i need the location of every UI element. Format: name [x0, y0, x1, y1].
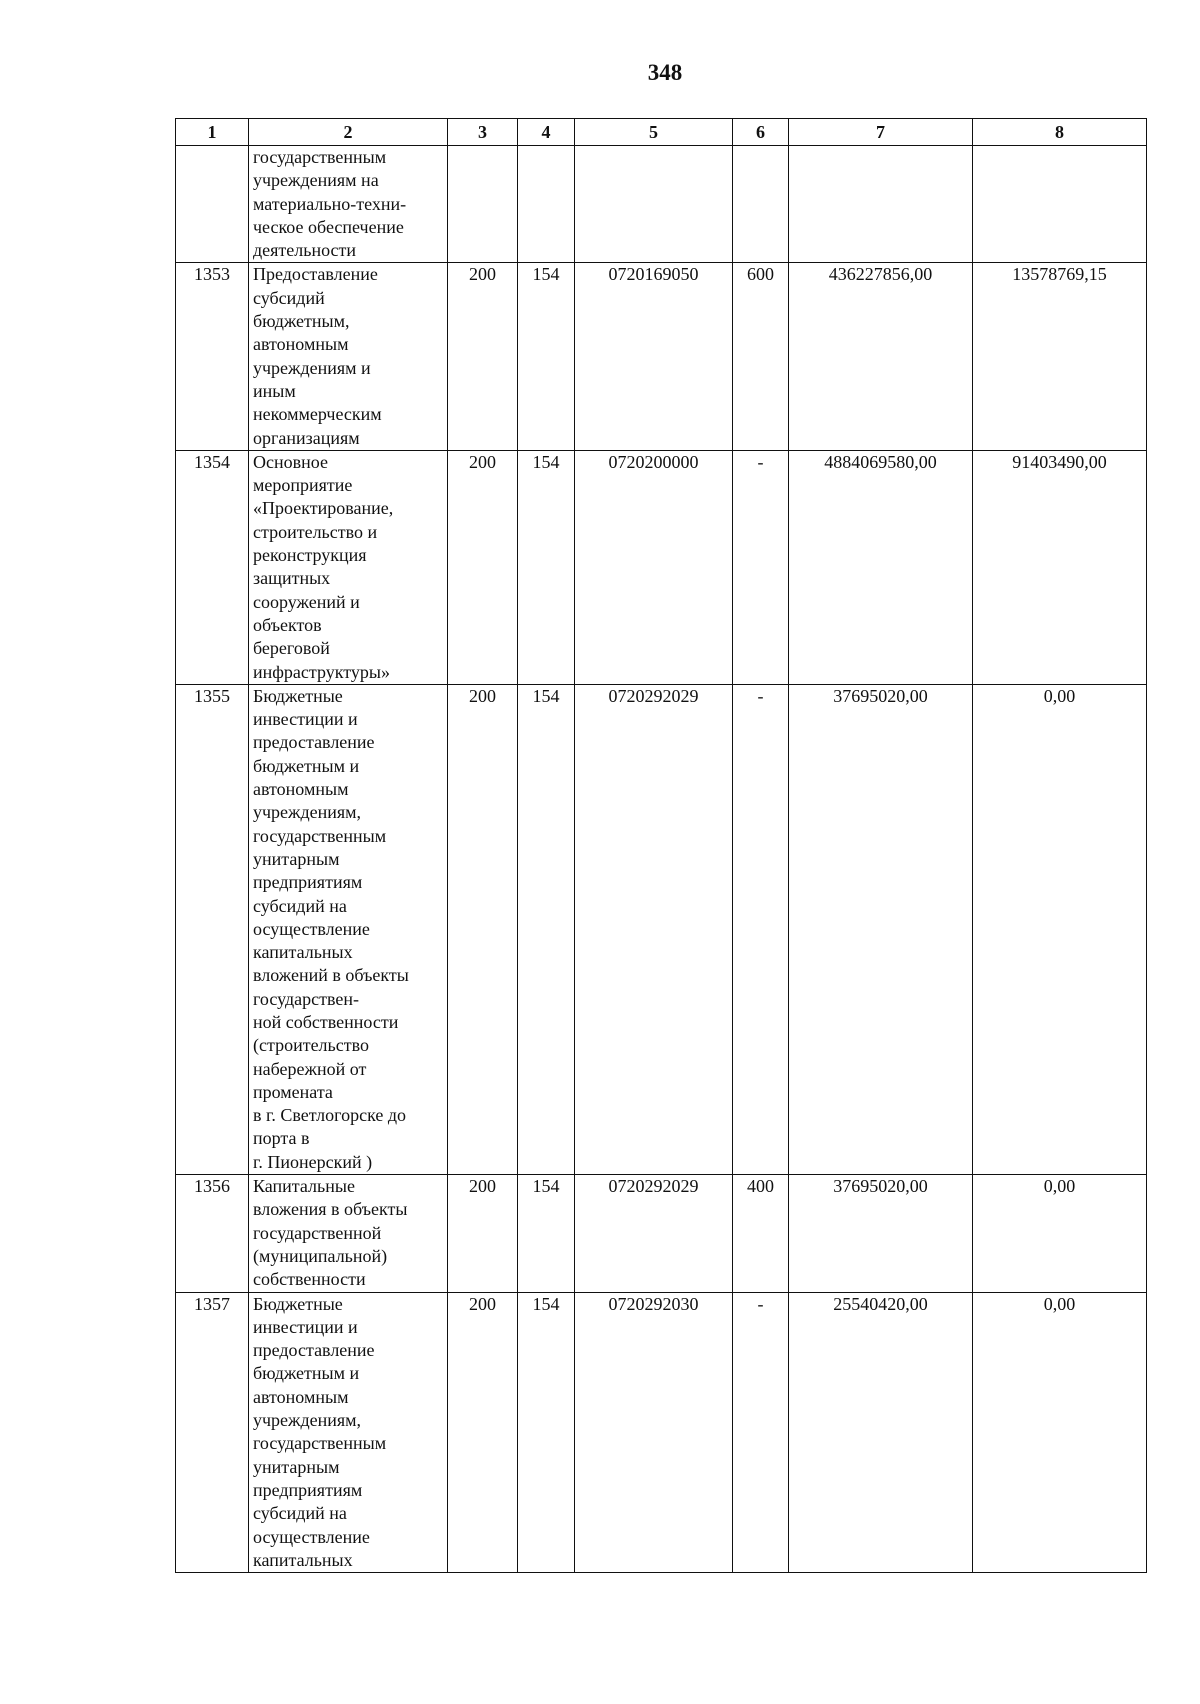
header-cell-3: 3 — [448, 119, 518, 146]
row-col4: 154 — [518, 263, 575, 450]
row-number — [176, 146, 249, 263]
row-description: государственным учреждениям на материально-техни- ческое обеспечение деятельности — [249, 146, 448, 263]
row-description: Капитальные вложения в объекты государственной (муниципальной) собственности — [249, 1175, 448, 1292]
row-col3: 200 — [448, 1175, 518, 1292]
row-col4: 154 — [518, 684, 575, 1174]
table-row — [176, 1292, 1147, 1573]
row-description: Бюджетные инвестиции и предоставление бюджетным и автономным учреждениям, государственным унитарным предприятиям субсидий на осуществление капитальных вложений в объекты государствен- ной собственности (строительство набережной от промената в г. Светлогорске до порта в г. Пионерский ) — [249, 684, 448, 1174]
row-number: 1355 — [176, 684, 249, 1174]
header-cell-1: 1 — [176, 119, 249, 146]
row-number: 1353 — [176, 263, 249, 450]
budget-table — [175, 118, 1147, 1573]
row-value-2: 13578769,15 — [973, 263, 1147, 450]
row-code: 0720292029 — [575, 684, 733, 1174]
row-col4: 154 — [518, 1292, 575, 1573]
row-type: - — [733, 1292, 789, 1573]
row-number: 1354 — [176, 450, 249, 684]
row-code: 0720292029 — [575, 1175, 733, 1292]
row-code — [575, 146, 733, 263]
row-description: Основное мероприятие «Проектирование, строительство и реконструкция защитных сооружений и объектов береговой инфраструктуры» — [249, 450, 448, 684]
row-type: 400 — [733, 1175, 789, 1292]
table-header — [176, 119, 1147, 146]
row-code: 0720200000 — [575, 450, 733, 684]
row-col4 — [518, 146, 575, 263]
row-col3: 200 — [448, 684, 518, 1174]
row-value-2: 0,00 — [973, 1292, 1147, 1573]
header-row — [176, 119, 1147, 146]
header-cell-6: 6 — [733, 119, 789, 146]
row-col3: 200 — [448, 450, 518, 684]
header-cell-7: 7 — [789, 119, 973, 146]
row-value-2: 91403490,00 — [973, 450, 1147, 684]
row-value-2: 0,00 — [973, 684, 1147, 1174]
row-value-1 — [789, 146, 973, 263]
row-number: 1356 — [176, 1175, 249, 1292]
header-cell-4: 4 — [518, 119, 575, 146]
row-col4: 154 — [518, 450, 575, 684]
header-cell-2: 2 — [249, 119, 448, 146]
row-col4: 154 — [518, 1175, 575, 1292]
page-number: 348 — [647, 60, 683, 85]
row-value-1: 37695020,00 — [789, 684, 973, 1174]
row-value-1: 436227856,00 — [789, 263, 973, 450]
row-type — [733, 146, 789, 263]
row-code: 0720169050 — [575, 263, 733, 450]
row-col3: 200 — [448, 1292, 518, 1573]
row-description: Бюджетные инвестиции и предоставление бюджетным и автономным учреждениям, государственным унитарным предприятиям субсидий на осуществление капитальных — [249, 1292, 448, 1573]
table-row — [176, 684, 1147, 1174]
row-col3: 200 — [448, 263, 518, 450]
row-code: 0720292030 — [575, 1292, 733, 1573]
row-number: 1357 — [176, 1292, 249, 1573]
table-row — [176, 1175, 1147, 1292]
table-row — [176, 146, 1147, 263]
row-value-1: 37695020,00 — [789, 1175, 973, 1292]
row-description: Предоставление субсидий бюджетным, автономным учреждениям и иным некоммерческим организациям — [249, 263, 448, 450]
row-type: - — [733, 450, 789, 684]
header-cell-5: 5 — [575, 119, 733, 146]
row-type: - — [733, 684, 789, 1174]
row-col3 — [448, 146, 518, 263]
table-row — [176, 450, 1147, 684]
row-type: 600 — [733, 263, 789, 450]
table-row — [176, 263, 1147, 450]
row-value-1: 4884069580,00 — [789, 450, 973, 684]
row-value-2: 0,00 — [973, 1175, 1147, 1292]
row-value-1: 25540420,00 — [789, 1292, 973, 1573]
table-body — [176, 146, 1147, 1573]
header-cell-8: 8 — [973, 119, 1147, 146]
row-value-2 — [973, 146, 1147, 263]
